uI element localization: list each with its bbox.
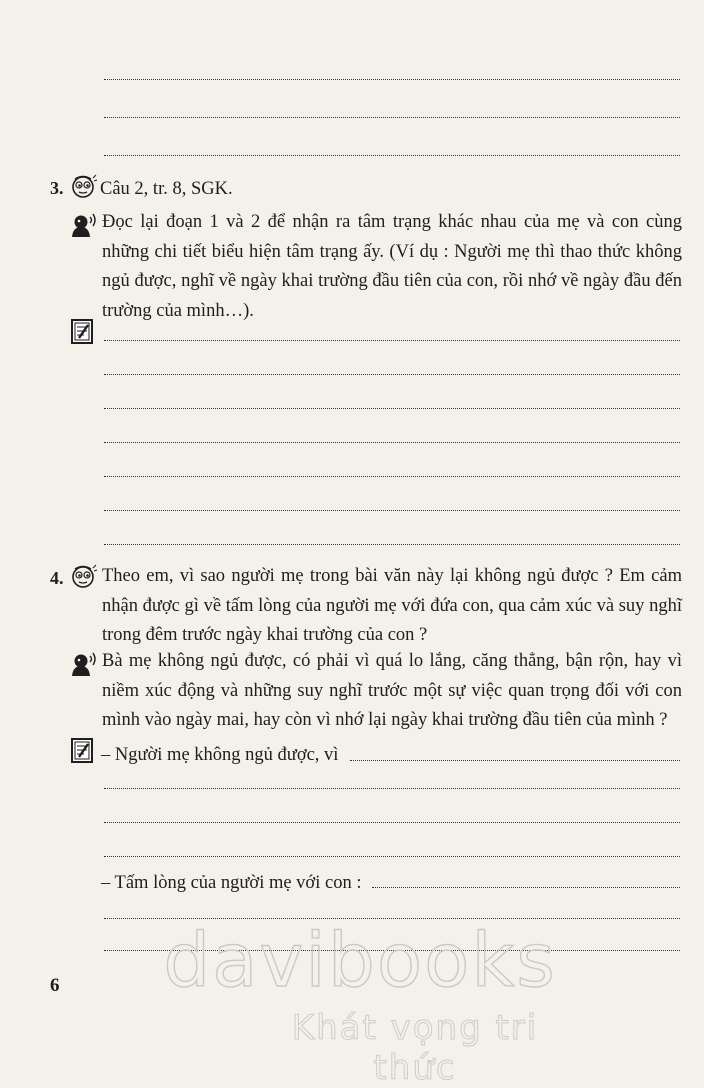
notepad-pencil-icon — [71, 738, 95, 764]
answer-line[interactable] — [104, 374, 680, 375]
answer-line[interactable] — [104, 79, 680, 80]
notepad-pencil-icon — [71, 319, 95, 345]
answer-line[interactable] — [104, 442, 680, 443]
answer-line[interactable] — [104, 155, 680, 156]
speaking-head-icon — [70, 649, 98, 677]
answer-line[interactable] — [104, 117, 680, 118]
answer-line[interactable] — [350, 760, 680, 761]
thinking-face-icon — [70, 173, 98, 199]
thinking-face-icon — [70, 563, 98, 589]
answer-line[interactable] — [104, 510, 680, 511]
page-number: 6 — [50, 975, 60, 996]
watermark-brand: davibooks — [163, 918, 557, 1004]
answer-line[interactable] — [372, 887, 680, 888]
answer-label-feeling: – Tấm lòng của người mẹ với con : — [101, 873, 362, 893]
answer-line[interactable] — [104, 476, 680, 477]
answer-line[interactable] — [104, 788, 680, 789]
question-prompt: Câu 2, tr. 8, SGK. — [100, 179, 233, 199]
answer-line[interactable] — [104, 408, 680, 409]
watermark-slogan: Khát vọng tri thức — [291, 1008, 539, 1088]
speaking-head-icon — [70, 210, 98, 238]
question-hint: Đọc lại đoạn 1 và 2 để nhận ra tâm trạng khác nhau của mẹ và con cùng những chi tiết biểu hiện tâm trạng ấy. (Ví dụ : Người mẹ thì thao thức không ngủ được, nghĩ về ngày khai trường đầu tiên của con, rồi nhớ về ngày đầu đến trường của mình…). — [102, 212, 682, 321]
question-prompt: Theo em, vì sao người mẹ trong bài văn này lại không ngủ được ? Em cảm nhận được gì về tấm lòng của người mẹ với đứa con, qua cảm xúc và suy nghĩ trong đêm trước ngày khai trường của con ? — [102, 566, 682, 645]
question-hint: Bà mẹ không ngủ được, có phải vì quá lo lắng, căng thẳng, bận rộn, hay vì niềm xúc động và những suy nghĩ trước một sự việc quan trọng đối với con mình vào ngày mai, hay còn vì nhớ lại ngày khai trường đầu tiên của mình ? — [102, 651, 682, 730]
answer-line[interactable] — [104, 856, 680, 857]
answer-line[interactable] — [104, 340, 680, 341]
question-number: 4. — [50, 568, 64, 588]
question-number: 3. — [50, 178, 64, 198]
answer-line[interactable] — [104, 544, 680, 545]
answer-label-reason: – Người mẹ không ngủ được, vì — [101, 745, 339, 765]
answer-line[interactable] — [104, 822, 680, 823]
